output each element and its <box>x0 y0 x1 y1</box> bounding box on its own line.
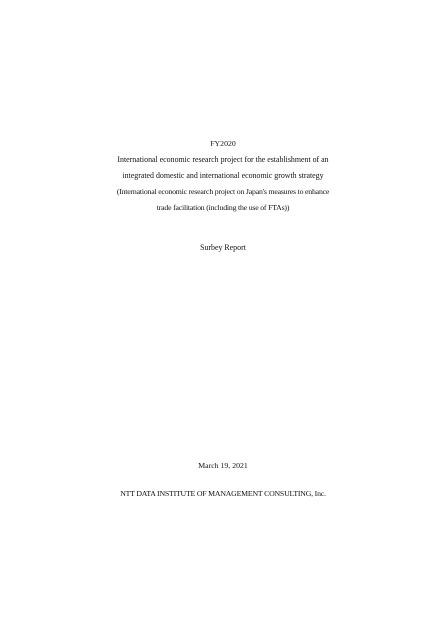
report-type: Surbey Report <box>200 243 246 252</box>
fiscal-year: FY2020 <box>210 139 236 148</box>
subtitle-line-2: trade facilitation (including the use of FTAs)) <box>156 203 290 212</box>
organization-name: NTT DATA INSTITUTE OF MANAGEMENT CONSULTING, Inc. <box>120 489 326 498</box>
title-line-1: International economic research project for the establishment of an <box>117 155 329 164</box>
title-line-2: integrated domestic and international economic growth strategy <box>122 171 324 180</box>
report-date: March 19, 2021 <box>198 461 248 470</box>
subtitle-line-1: (International economic research project on Japan's measures to enhance <box>116 187 330 196</box>
